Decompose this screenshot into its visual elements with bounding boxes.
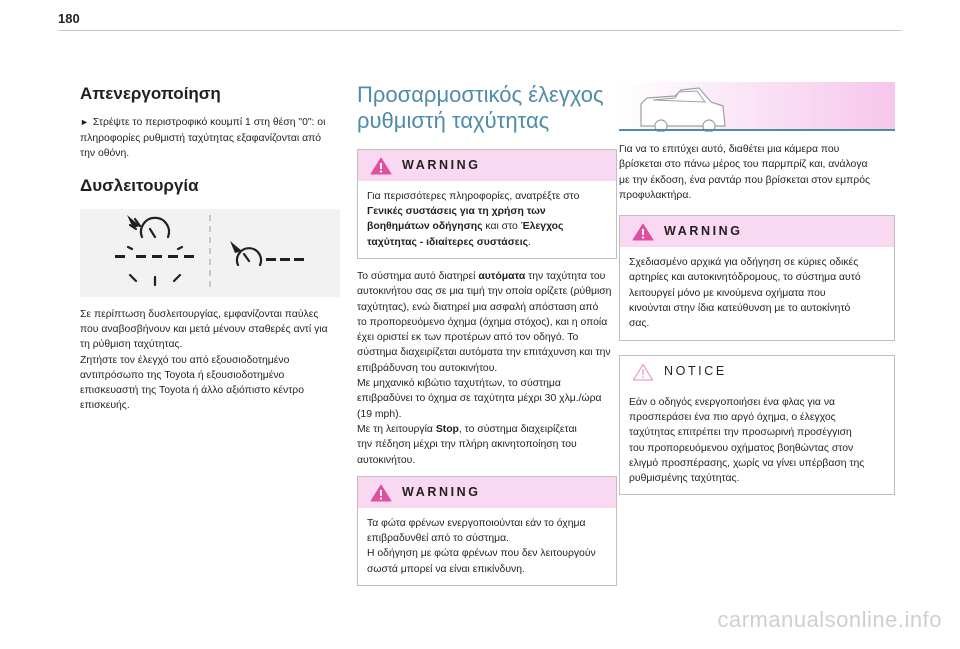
car-illustration	[619, 82, 895, 132]
warning-ref-2b: ταχύτητας - ιδιαίτερες συστάσεις	[367, 236, 529, 248]
notice-line: ρυθμισμένης ταχύτητας.	[629, 473, 740, 485]
section-title-line-2: ρυθμιστή ταχύτητας	[357, 108, 550, 134]
warning-box-2	[357, 476, 617, 586]
watermark: carmanualsonline.info	[717, 607, 942, 632]
notice-body	[620, 387, 894, 495]
acc-line-10: (19 mph).	[357, 408, 402, 420]
page-number: 180	[58, 11, 80, 26]
acc-line-12: την πέδηση μέχρι την πλήρη ακινητοποίηση του	[357, 439, 577, 451]
car-icon	[619, 82, 895, 132]
malfunction-line-1: Σε περίπτωση δυσλειτουργίας, εμφανίζονται παύλες	[80, 308, 319, 320]
warning-text: Για περισσότερες πληροφορίες, ανατρέξτε στο	[367, 190, 580, 202]
acc-line-7: επιβράδυνση του αυτοκινήτου.	[357, 362, 498, 374]
warning-header	[358, 150, 616, 181]
notice-header	[620, 356, 894, 387]
acc-line-5: έχει οριστεί εκ των προτέρων από τον οδηγό. Το	[357, 332, 579, 344]
warning-line: σωστά μπορεί να είναι επικίνδυνη.	[367, 563, 525, 575]
heading-malfunction: Δυσλειτουργία	[80, 176, 199, 196]
notice-line: προσπεράσει ένα πιο αργό όχημα, ο έλεγχος	[629, 411, 836, 423]
malfunction-line-4: Ζητήστε τον έλεγχό του από εξουσιοδοτημένο	[80, 354, 290, 366]
warning-triangle-icon	[370, 484, 392, 502]
deactivation-line-1: ► Στρέψτε το περιστροφικό κουμπί 1 στη θέση "0": οι	[80, 115, 342, 130]
warning-triangle-icon	[370, 157, 392, 175]
warning-box-3	[619, 215, 895, 340]
acc-description	[357, 269, 617, 468]
warning-text-end: .	[528, 236, 531, 248]
warning-header	[358, 477, 616, 508]
warning-line: σας.	[629, 318, 650, 330]
acc-line-8: Με μηχανικό κιβώτιο ταχυτήτων, το σύστημα	[357, 378, 561, 390]
acc-line-2: αυτοκινήτου σας σε μια τιμή την οποία ορίζετε (ρύθμιση	[357, 286, 612, 298]
section-title-line-1: Προσαρμοστικός έλεγχος	[357, 82, 604, 107]
warning-header	[620, 216, 894, 247]
top-rule	[58, 30, 902, 31]
acc-line-6: σύστημα διαχειρίζεται αυτόματα την επιτάχυνση και την	[357, 347, 611, 359]
malfunction-line-5: αντιπρόσωπο της Toyota ή εξουσιοδοτημένο	[80, 369, 285, 381]
malfunction-line-2: που αναβοσβήνουν και μετά μένουν σταθερές αντί για	[80, 323, 328, 335]
column-right	[619, 82, 895, 495]
warning-label: WARNING	[402, 157, 481, 172]
malfunction-line-6: επισκευαστή της Toyota ή άλλο αξιόπιστο κέντρο	[80, 385, 305, 397]
notice-line: ελιγμό προσπέρασης, χωρίς να γίνει υπέρβαση της	[629, 457, 865, 469]
warning-line: επιβραδυνθεί από το σύστημα.	[367, 533, 510, 545]
warning-line: λειτουργεί μόνο με κινούμενα οχήματα που	[629, 287, 826, 299]
speedometer-icon	[80, 209, 340, 297]
acc-line-1: Το σύστημα αυτό διατηρεί αυτόματα την ταχύτητα του	[357, 270, 606, 282]
camera-line-2: βρίσκεται στο πάνω μέρος του παρμπρίζ και, ανάλογα	[619, 159, 868, 171]
warning-ref-2: Έλεγχος	[520, 221, 564, 233]
warning-ref-1: Γενικές συστάσεις για τη χρήση των	[367, 206, 546, 218]
warning-line: Τα φώτα φρένων ενεργοποιούνται εάν το όχημα	[367, 517, 586, 529]
warning-label: WARNING	[664, 224, 743, 239]
malfunction-line-3: τη ρύθμιση ταχύτητας.	[80, 339, 183, 351]
camera-line-4: προφυλακτήρα.	[619, 189, 692, 201]
notice-box	[619, 355, 895, 496]
camera-line-1: Για να το επιτύχει αυτό, διαθέτει μια κάμερα που	[619, 144, 840, 155]
warning-line: κινούνται στην ίδια κατεύθυνση με το αυτοκίνητό	[629, 303, 851, 315]
warning-body	[358, 508, 616, 585]
malfunction-line-7: επισκευής.	[80, 400, 130, 412]
notice-line: ταχύτητας επιτρέπει την προσωρινή προσέγγιση	[629, 427, 852, 439]
speedometer-illustration	[80, 209, 340, 297]
warning-ref-1b: βοηθημάτων οδήγησης	[367, 221, 483, 233]
warning-box-1	[357, 149, 617, 259]
acc-line-3: ταχύτητας), ενώ διατηρεί μια ασφαλή απόσταση από	[357, 301, 599, 313]
notice-line: Εάν ο οδηγός ενεργοποιήσει ένα φλας για να	[629, 396, 836, 408]
warning-text-join: και στο	[482, 221, 521, 233]
deactivation-line-2: πληροφορίες ρυθμιστή ταχύτητας εξαφανίζονται από	[80, 132, 322, 144]
camera-description	[619, 142, 895, 203]
column-left	[80, 84, 342, 414]
heading-deactivation: Απενεργοποίηση	[80, 84, 221, 103]
warning-triangle-icon	[632, 363, 654, 381]
acc-line-4: το προπορευόμενο όχημα (όχημα στόχος), και η οποία	[357, 316, 608, 328]
warning-line: Η οδήγηση με φώτα φρένων που δεν λειτουργούν	[367, 548, 596, 560]
bullet-arrow-icon: ►	[80, 117, 89, 128]
acc-line-9: επιβραδύνει το όχημα σε ταχύτητα μέχρι 30 χλμ./ώρα	[357, 393, 602, 405]
acc-line-11: Με τη λειτουργία Stop, το σύστημα διαχειρίζεται	[357, 423, 577, 435]
warning-body	[358, 181, 616, 258]
deactivation-line-3: την οθόνη.	[80, 147, 130, 159]
warning-triangle-icon	[632, 223, 654, 241]
column-middle	[357, 82, 617, 586]
warning-line: αρτηρίες και αυτοκινητόδρομους, το σύστημα αυτό	[629, 272, 861, 284]
camera-line-3: με την έκδοση, ένα ραντάρ που βρίσκεται στον εμπρός	[619, 174, 870, 186]
warning-line: Σχεδιασμένο αρχικά για οδήγηση σε κύριες οδικές	[629, 257, 859, 269]
acc-line-13: αυτοκινήτου.	[357, 454, 416, 466]
warning-label: WARNING	[402, 484, 481, 499]
notice-label: NOTICE	[664, 363, 727, 378]
warning-body	[620, 247, 894, 339]
notice-line: του προπορευόμενου οχήματος βοηθώντας στον	[629, 442, 854, 454]
